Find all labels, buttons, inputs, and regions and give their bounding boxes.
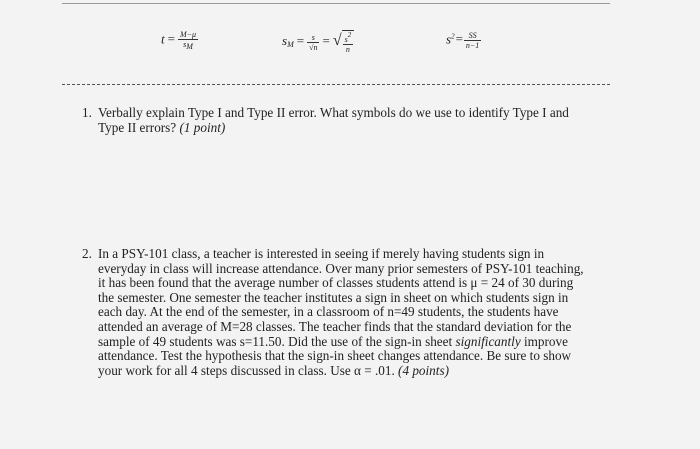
num-superscript: 2 [347, 31, 352, 39]
text-line: Verbally explain Type I and Type II error. What symbols do we use to identify Type I and [98, 105, 569, 120]
fraction [307, 33, 319, 52]
text-line: each day. At the end of the semester, in a classroom of n=49 students, the students have [98, 304, 559, 320]
formula-symbol: t [161, 31, 165, 47]
equals-sign: = [296, 32, 305, 48]
emphasis-word: significantly [455, 333, 521, 349]
points-label: (4 points) [398, 362, 449, 378]
question-number: 2. [82, 246, 92, 261]
text-line: it has been found that the average number of classes students attend is μ = 24 of 30 during [98, 275, 574, 291]
text-line [98, 335, 612, 350]
text-span: your work for all 4 steps discussed in class. Use α = .01. [98, 362, 399, 378]
question-number: 1. [82, 105, 92, 120]
text-line: the semester. One semester the teacher institutes a sign in sheet on which students sign in [98, 289, 569, 305]
den-base: s [183, 40, 187, 49]
standard-error-formula [282, 30, 354, 54]
text-line [98, 121, 612, 136]
points-label: (1 point) [179, 119, 226, 135]
numerator: SS [464, 31, 481, 41]
numerator: M−μ [179, 30, 197, 39]
denominator [178, 40, 198, 51]
question-text [98, 247, 612, 378]
text-span: Type II errors? [98, 119, 180, 135]
radicand [342, 30, 355, 54]
variance-formula [446, 31, 481, 50]
text-line: attended an average of M=28 classes. The teacher finds that the standard deviation for the [98, 318, 572, 334]
formula-symbol: s [282, 32, 288, 48]
dashed-divider [62, 84, 610, 85]
fraction [464, 31, 481, 50]
text-line: everyday in class will increase attendance. Over many prior semesters of PSY-101 teaching, [98, 260, 584, 276]
text-span: sample of 49 students was s=11.50. Did the use of the sign-in sheet [98, 333, 456, 349]
question-text [98, 106, 612, 135]
denominator: n−1 [465, 41, 480, 50]
den-subscript: M [186, 42, 193, 51]
denominator: √n [309, 42, 318, 52]
text-line: In a PSY-101 class, a teacher is interested in seeing if merely having students sign in [98, 246, 545, 261]
formula-superscript: 2 [451, 32, 455, 41]
square-root [333, 30, 354, 54]
equals-sign: = [167, 31, 175, 47]
formula-symbol: s [446, 31, 452, 47]
question-1 [82, 106, 612, 135]
fraction [343, 31, 354, 54]
top-rule [62, 3, 610, 4]
equals-sign: = [322, 32, 330, 48]
text-line [98, 364, 612, 379]
num-base: s [344, 35, 348, 44]
numerator: s [307, 33, 319, 43]
fraction [178, 30, 198, 51]
text-line: attendance. Test the hypothesis that the sign-in sheet changes attendance. Be sure to show [98, 348, 572, 364]
formula-subscript: M [287, 39, 294, 49]
question-2 [82, 247, 612, 378]
radical-icon: √ [332, 31, 342, 49]
numerator [343, 31, 354, 45]
text-span: improve [520, 333, 568, 349]
t-formula [161, 30, 198, 51]
equals-sign: = [455, 31, 463, 47]
denominator: n [345, 45, 350, 54]
